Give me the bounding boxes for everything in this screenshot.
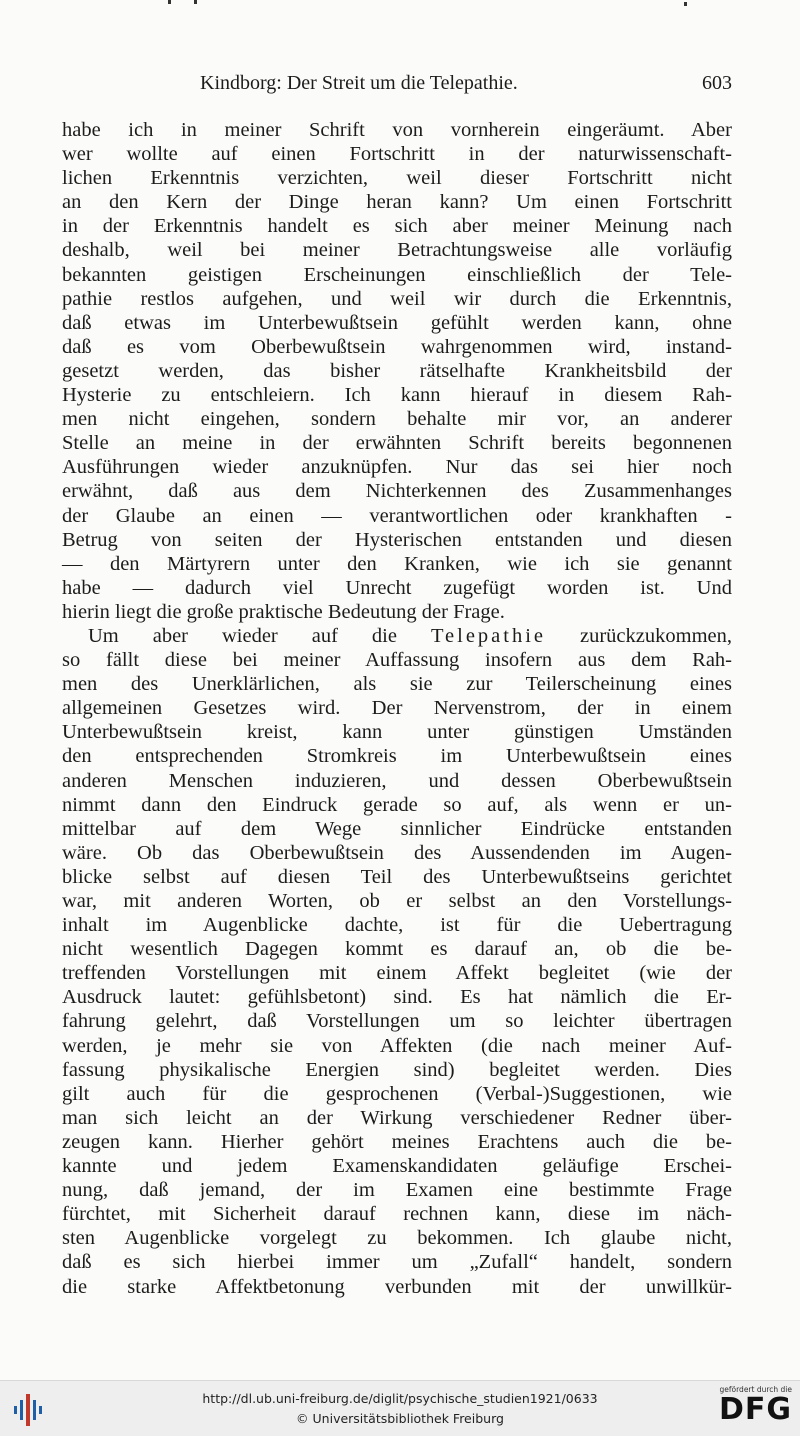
scan-mark <box>194 0 197 4</box>
text-line: zeugen kann. Hierher gehört meines Erachtens auch die be- <box>62 1130 732 1153</box>
running-title: Kindborg: Der Streit um die Telepathie. <box>200 72 518 94</box>
body-text <box>62 118 732 1299</box>
text-line: war, mit anderen Worten, ob er selbst an den Vorstellungs- <box>62 890 732 912</box>
text-line: treffenden Vorstellungen mit einem Affekt begleitet (wie der <box>62 962 732 985</box>
scan-mark <box>684 2 687 6</box>
text-line: daß es sich hierbei immer um „Zufall“ handelt, sondern <box>62 1251 732 1274</box>
text-line: hierin liegt die große praktische Bedeutung der Frage. <box>62 600 505 623</box>
text-line: daß es vom Oberbewußtsein wahrgenommen wird, instand- <box>62 335 732 358</box>
text-line: Ausführungen wieder anzuknüpfen. Nur das sei hier noch <box>62 456 732 479</box>
viewer-footer <box>0 1380 800 1436</box>
text-line: gilt auch für die gesprochenen (Verbal-)Suggestionen, wie <box>62 1082 732 1105</box>
text-line: man sich leicht an der Wirkung verschiedener Redner über- <box>62 1106 732 1129</box>
text-line: in der Erkenntnis handelt es sich aber meiner Meinung nach <box>62 215 732 238</box>
text-line: habe — dadurch viel Unrecht zugefügt worden ist. Und <box>62 576 732 599</box>
text-line: habe ich in meiner Schrift von vornherein eingeräumt. Aber <box>62 119 732 141</box>
dfg-logo-mark: DFG <box>718 1392 792 1427</box>
text-line: men des Unerklärlichen, als sie zur Teilerscheinung eines <box>62 673 732 696</box>
text-line: kannte und jedem Examenskandidaten geläufige Erschei- <box>62 1155 732 1178</box>
text-line: bekannten geistigen Erscheinungen einschließlich der Tele- <box>62 263 732 286</box>
text-line: Stelle an meine in der erwähnten Schrift bereits begonnenen <box>62 432 732 455</box>
copyright-notice: © Universitätsbibliothek Freiburg <box>296 1411 504 1426</box>
text-line: wer wollte auf einen Fortschritt in der naturwissenschaft- <box>62 143 732 166</box>
text-line: erwähnt, daß aus dem Nichterkennen des Zusammenhanges <box>62 480 732 503</box>
text-line: werden, je mehr sie von Affekten (die nach meiner Auf- <box>62 1034 732 1057</box>
text-line: gesetzt werden, das bisher rätselhafte Krankheitsbild der <box>62 359 732 382</box>
dfg-logo <box>706 1385 792 1433</box>
scan-mark <box>168 0 171 4</box>
text-line: mittelbar auf dem Wege sinnlicher Eindrücke entstanden <box>62 817 732 840</box>
text-line: pathie restlos aufgehen, und weil wir durch die Erkenntnis, <box>62 287 732 310</box>
text-line: Unterbewußtsein kreist, kann unter günstigen Umständen <box>62 721 732 744</box>
text-line: nicht wesentlich Dagegen kommt es darauf an, ob die be- <box>62 938 732 961</box>
text-line: den entsprechenden Stromkreis im Unterbewußtsein eines <box>62 745 732 768</box>
text-line: — den Märtyrern unter den Kranken, wie ich sie genannt <box>62 552 732 575</box>
text-line: allgemeinen Gesetzes wird. Der Nervenstrom, der in einem <box>62 697 732 720</box>
document-url[interactable]: http://dl.ub.uni-freiburg.de/diglit/psychische_studien1921/0633 <box>202 1391 598 1406</box>
text-line: die starke Affektbetonung verbunden mit der unwillkür- <box>62 1275 732 1298</box>
text-line: lichen Erkenntnis verzichten, weil dieser Fortschritt nicht <box>62 167 732 190</box>
text-line: men nicht eingehen, sondern behalte mir vor, an anderer <box>62 408 732 431</box>
text-line: fassung physikalische Energien sind) begleitet werden. Dies <box>62 1058 732 1081</box>
text-line: Ausdruck lautet: gefühlsbetont) sind. Es hat nämlich die Er- <box>62 986 732 1009</box>
text-line: Hysterie zu entschleiern. Ich kann hierauf in diesem Rah- <box>62 384 732 407</box>
text-line: sten Augenblicke vorgelegt zu bekommen. Ich glaube nicht, <box>62 1227 732 1250</box>
text-line: so fällt diese bei meiner Auffassung insofern aus dem Rah- <box>62 649 732 672</box>
emphasized-word: Telepathie <box>430 624 547 647</box>
text-line: blicke selbst auf diesen Teil des Unterbewußtseins gerichtet <box>62 865 732 888</box>
para-start-before: Um aber wieder auf die <box>88 624 431 647</box>
text-line: wäre. Ob das Oberbewußtsein des Aussendenden im Augen- <box>62 841 732 864</box>
paragraph-start-line <box>62 624 732 648</box>
text-line: daß etwas im Unterbewußtsein gefühlt werden kann, ohne <box>62 311 732 334</box>
dfg-caption: gefördert durch die <box>719 1385 792 1394</box>
text-line: inhalt im Augenblicke dachte, ist für die Uebertragung <box>62 914 732 937</box>
text-line: anderen Menschen induzieren, und dessen Oberbewußtsein <box>62 769 732 792</box>
text-line: Betrug von seiten der Hysterischen entstanden und diesen <box>62 528 732 551</box>
text-line: fürchtet, mit Sicherheit darauf rechnen kann, diese im näch- <box>62 1203 732 1226</box>
text-line: der Glaube an einen — verantwortlichen oder krankhaften - <box>62 504 732 527</box>
text-line: nung, daß jemand, der im Examen eine bestimmte Frage <box>62 1179 732 1202</box>
text-line: an den Kern der Dinge heran kann? Um einen Fortschritt <box>62 191 732 214</box>
text-line: fahrung gelehrt, daß Vorstellungen um so leichter übertragen <box>62 1010 732 1033</box>
text-line: deshalb, weil bei meiner Betrachtungsweise alle vorläufig <box>62 239 732 262</box>
para-start-after: zurückzukommen, <box>546 624 732 647</box>
text-line: nimmt dann den Eindruck gerade so auf, als wenn er un- <box>62 793 732 816</box>
page-number: 603 <box>702 72 732 94</box>
running-header <box>62 72 732 102</box>
